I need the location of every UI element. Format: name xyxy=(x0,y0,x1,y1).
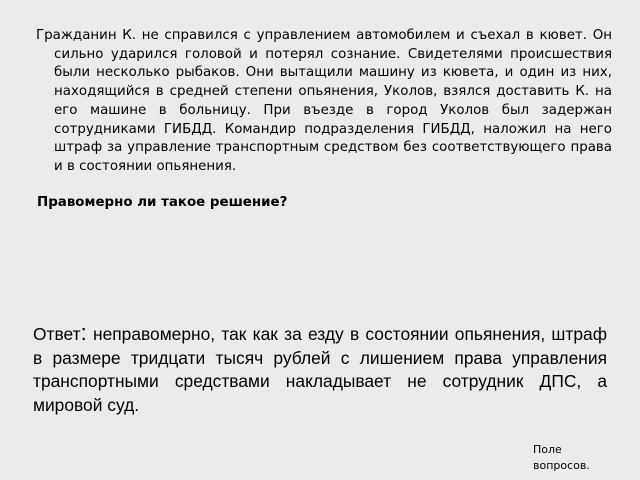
answer-colon: : xyxy=(80,320,87,345)
task-question: Правомерно ли такое решение? xyxy=(37,195,288,210)
answer-label: Ответ xyxy=(33,324,81,344)
answer-text: неправомерно, так как за езду в состоянии опьянения, штраф в размере тридцати тысяч рублей с лишением права управления транспортными средствами накладывает не сотрудник ДПС, а мировой суд. xyxy=(33,324,607,415)
task-text: Гражданин К. не справился с управлением автомобилем и съехал в кювет. Он сильно ударился головой и потерял сознание. Свидетелями происшествия были несколько рыбаков. Они вытащили машину из кювета, и один из них, находящийся в средней степени опьянения, Уколов, взялся доставить К. на его машине в больницу. При въезде в город Уколов был задержан сотрудниками ГИБДД. Командир подразделения ГИБДД, наложил на него штраф за управление транспортным средством без соответствующего права и в состоянии опьянения. xyxy=(36,28,612,174)
questions-field-link[interactable]: Поле вопросов. xyxy=(533,443,590,472)
answer-block xyxy=(33,320,607,417)
